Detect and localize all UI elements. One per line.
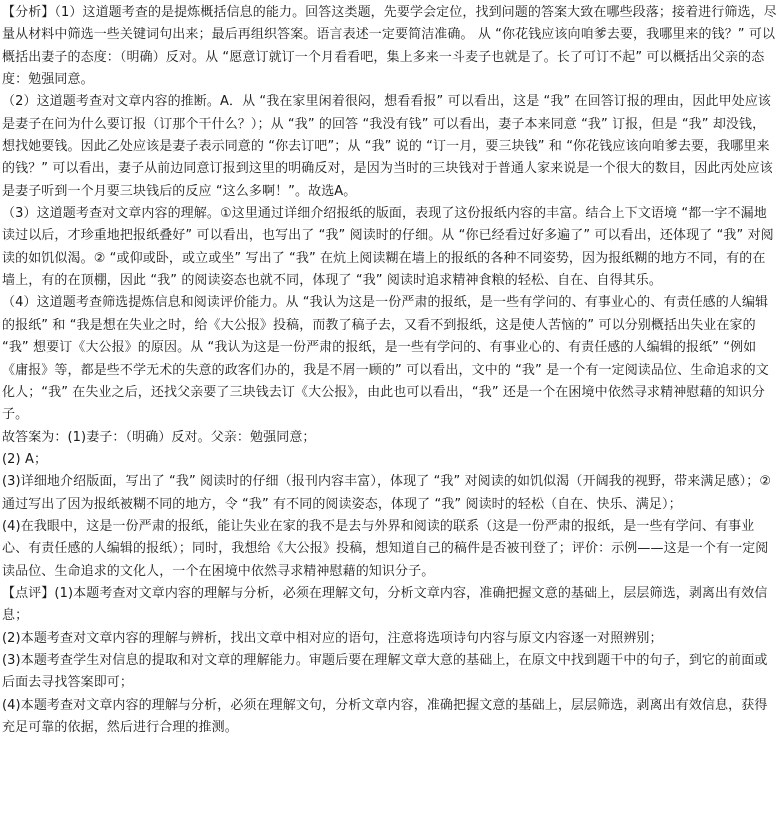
comment-1: 【点评】(1)本题考查对文章内容的理解与分析，必须在理解文句，分析文章内容，准确把握文意的基础上，层层筛选，剥离出有效信息； <box>2 585 768 624</box>
analysis-paragraph-4: （4）这道题考查筛选提炼信息和阅读评价能力。从 “我认为这是一份严肃的报纸，是一些有学问的、有事业心的、有责任感的人编辑的报纸” 和 “我是想在失业之时，给《大公报》投稿，而教了稿子去，又看不到报纸，这是使人苦恼的” 可以分别概括出失业在家的 “我” 想要订《大公报》的原因。从 “我认为这是一份严肃的报纸，是一些有学问的、有事业心的、有责任感的人编辑的报纸” “例如《庸报》等，都是些不学无术的失意的政客们办的，我是不屑一顾的” 可以看出，文中的 “我” 是一个有一定阅读品位、生命追求的文化人；“我” 在失业之后，还找父亲要了三块钱去订《大公报》，由此也可以看出，“我” 还是一个在困境中依然寻求精神慰藉的知识分子。 <box>2 295 769 423</box>
answer-3: (3)详细地介绍版面，写出了 “我” 阅读时的仔细（报刊内容丰富），体现了 “我” 对阅读的如饥似渴（开阔我的视野，带来满足感）；②通过写出了因为报纸被糊不同的地方，令 “我” 有不同的阅读姿态，体现了 “我” 阅读时的轻松（自在、快乐、满足）； <box>2 474 772 512</box>
analysis-paragraph-3: （3）这道题考查对文章内容的理解。①这里通过详细介绍报纸的版面，表现了这份报纸内容的丰富。结合上下文语境 “都一字不漏地读过以后，才珍重地把报纸叠好” 可以看出，也写出了 “我” 阅读时的仔细。从 “你已经看过好多遍了” 可以看出，还体现了 “我” 对阅读的如饥似渴。② “或仰或卧，或立或坐” 写出了 “我” 在炕上阅读糊在墙上的报纸的各种不同姿势，因为报纸糊的地方不同，有的在墙上，有的在顶棚，因此 “我” 的阅读姿态也就不同，体现了 “我” 阅读时追求精神食粮的轻松、自在、自得其乐。 <box>2 206 774 289</box>
answer-explanation-document <box>0 2 778 739</box>
comment-3: (3)本题考查学生对信息的提取和对文章的理解能力。审题后要在理解文章大意的基础上，在原文中找到题干中的句子，到它的前面或后面去寻找答案即可； <box>2 652 768 691</box>
answer-intro: 故答案为：(1)妻子：（明确）反对。父亲：勉强同意； <box>2 429 316 445</box>
answer-2: (2) A； <box>2 451 48 467</box>
comment-4: (4)本题考查对文章内容的理解与分析，必须在理解文句，分析文章内容，准确把握文意的基础上，层层筛选，剥离出有效信息，获得充足可靠的依据，然后进行合理的推测。 <box>2 697 768 735</box>
analysis-paragraph-1: 【分析】（1）这道题考查的是提炼概括信息的能力。回答这类题，先要学会定位，找到问题的答案大致在哪些段落；接着进行筛选，尽量从材料中筛选一些关键词句出来；最后再组织答案。语言表述一定要简洁准确。 从 “你花钱应该向咱爹去要，我哪里来的钱？” 可以概括出妻子的态度：（明确）反对。从 “愿意订就订一个月看看吧，集上多来一斗麦子也就是了。长了可订不起” 可以概括出父亲的态度：勉强同意。 <box>2 5 777 88</box>
comment-2: (2)本题考查对文章内容的理解与辨析，找出文章中相对应的语句，注意将选项诗句内容与原文内容逐一对照辨别； <box>2 630 663 646</box>
analysis-paragraph-2: （2）这道题考查对文章内容的推断。A．从 “我在家里闲着很闷，想看看报” 可以看出，这是 “我” 在回答订报的理由，因此甲处应该是妻子在问为什么要订报（订那个干什么？）；从 “我” 的回答 “我没有钱” 可以看出，妻子本来同意 “我” 订报，但是 “我” 却没钱，想找她要钱。因此乙处应该是妻子表示同意的 “你去订吧”；从 “我” 说的 “订一月，要三块钱” 和 “你花钱应该向咱爹去要，我哪里来的钱？” 可以看出，妻子从前边同意订报到这里的明确反对，是因为当时的三块钱对于普通人家来说是一个很大的数目，因此丙处应该是妻子听到一个月要三块钱后的反应 “这么多啊！”。故选A。 <box>2 94 773 199</box>
answer-4: (4)在我眼中，这是一份严肃的报纸，能让失业在家的我不是去与外界和阅读的联系（这是一份严肃的报纸，是一些有学问、有事业心、有责任感的人编辑的报纸）；同时，我想给《大公报》投稿，想知道自己的稿件是否被刊登了；评价：示例——这是一个有一定阅读品位、生命追求的文化人，一个在困境中依然寻求精神慰藉的知识分子。 <box>2 518 769 579</box>
